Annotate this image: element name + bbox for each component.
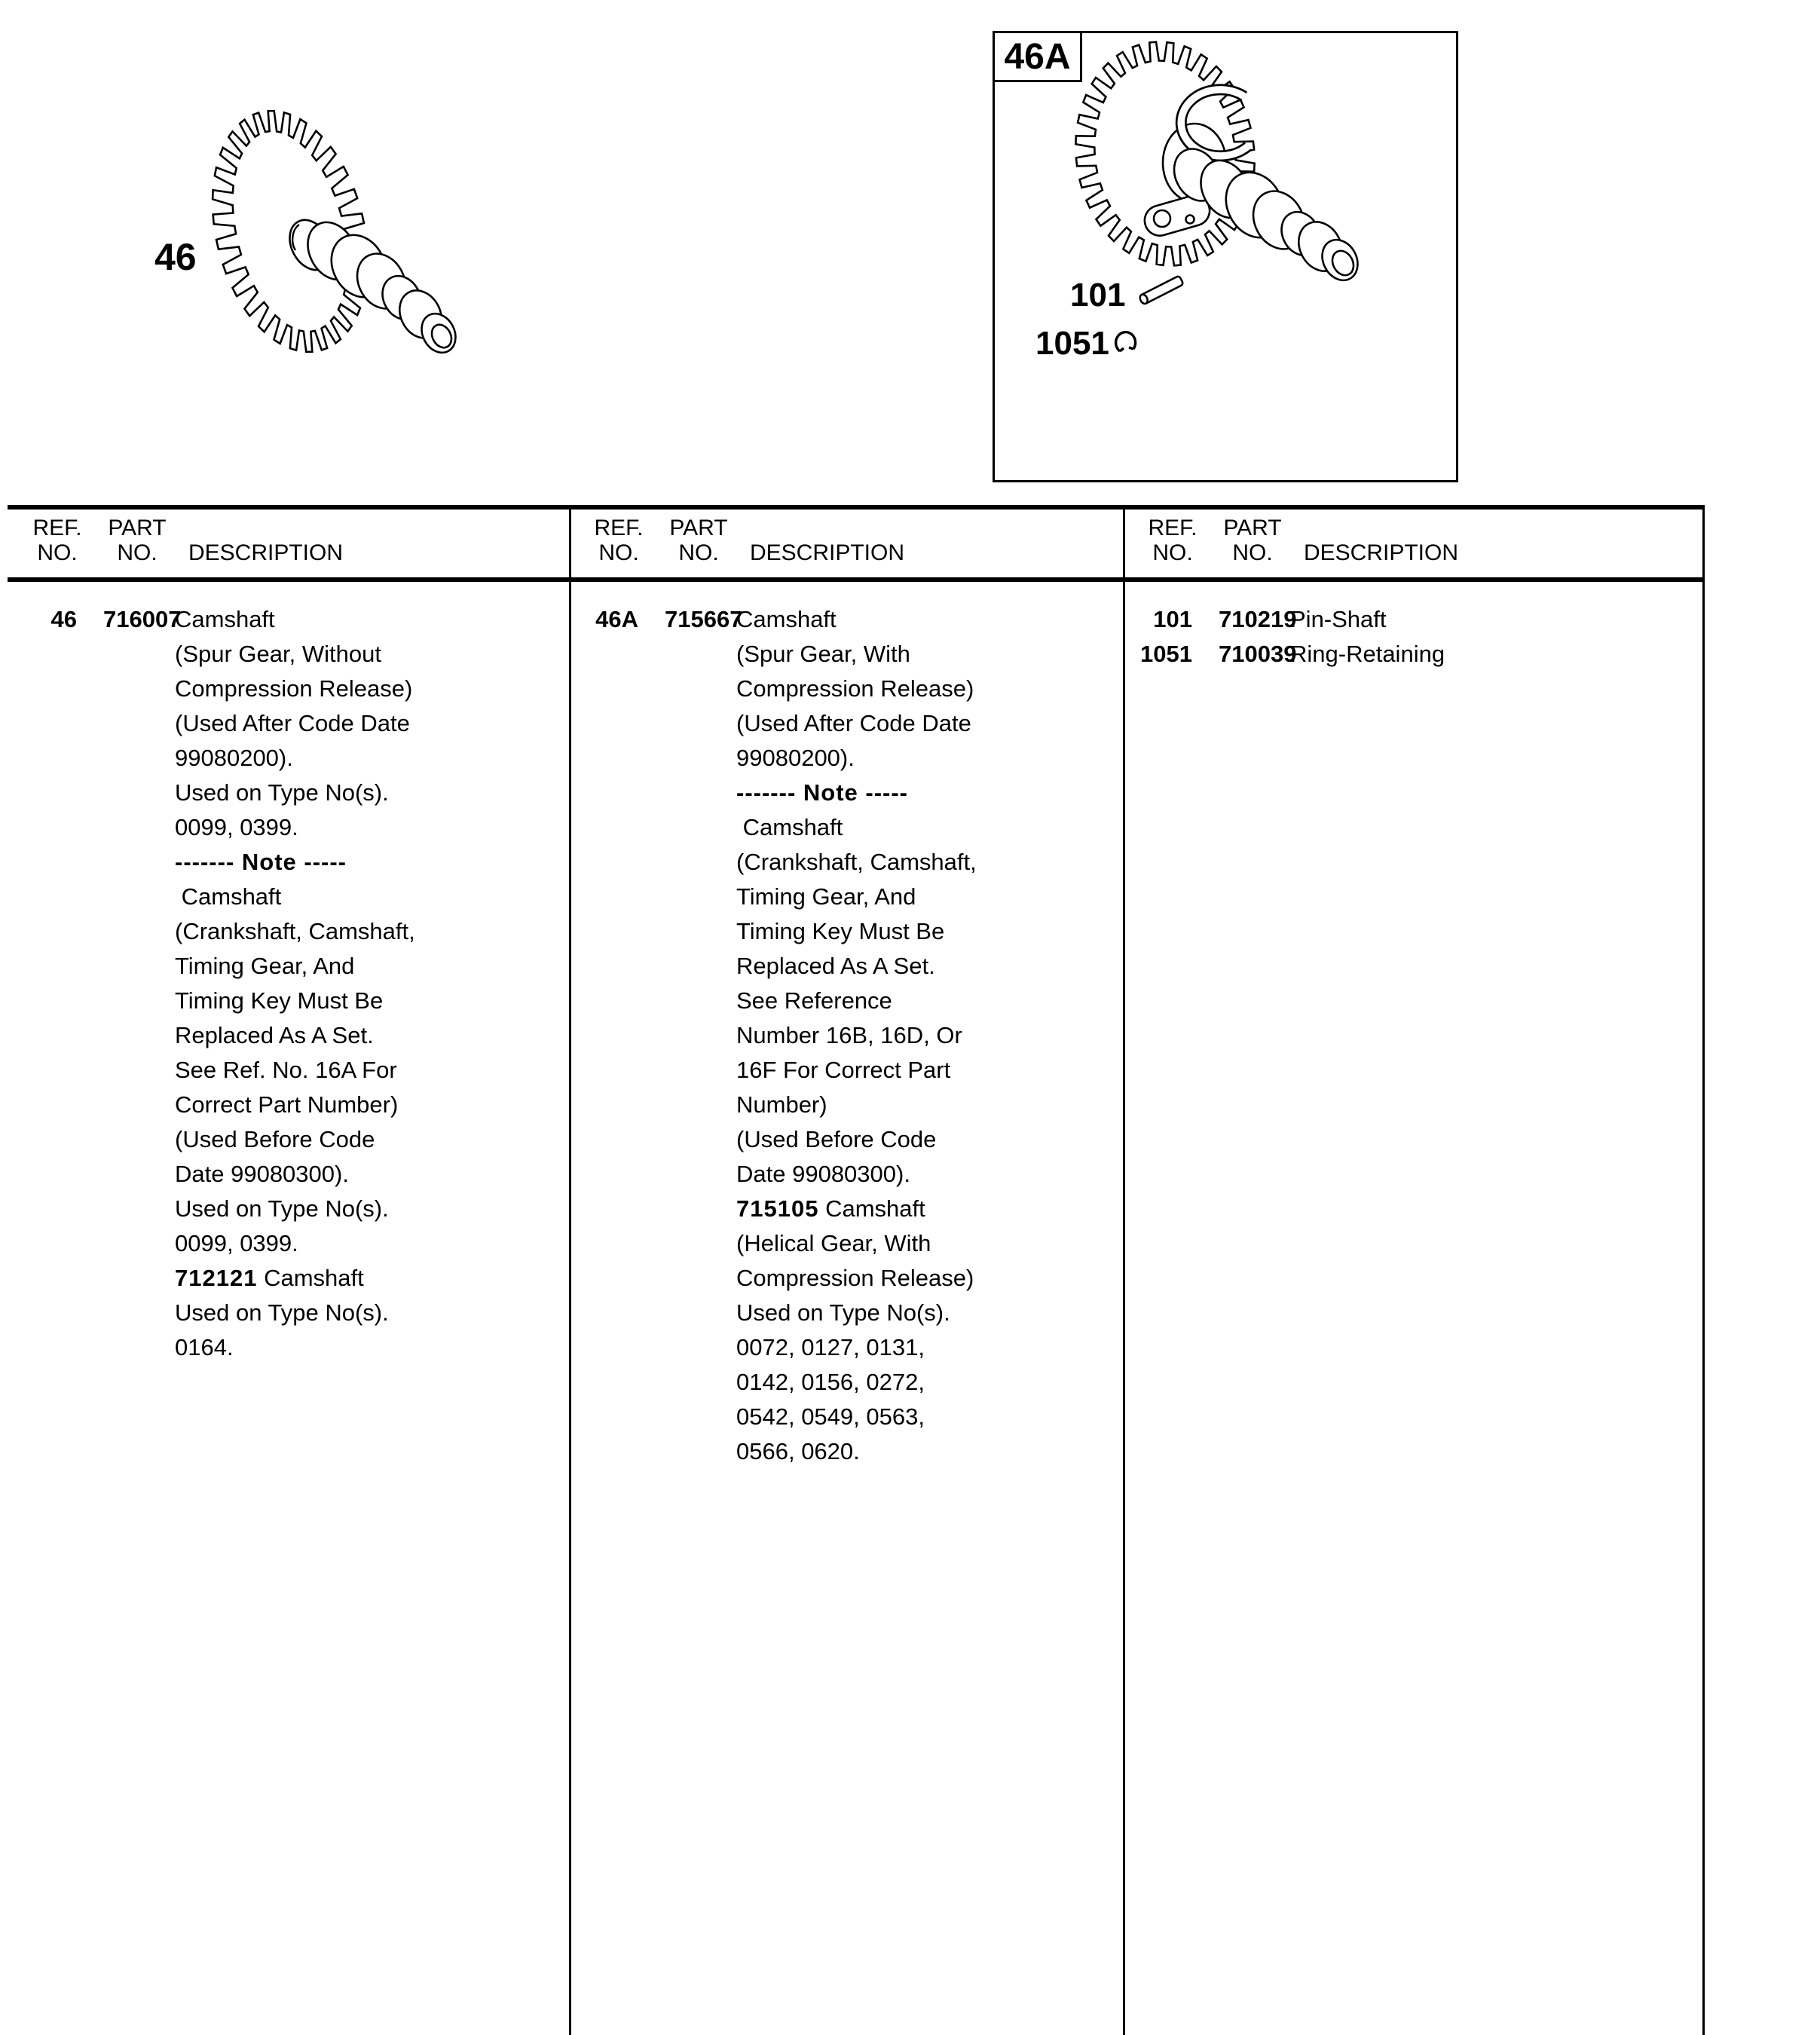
camshaft-46a-illustration	[995, 33, 1461, 485]
part-no-cell: 715667	[665, 606, 743, 632]
ref-no-cell: 1051	[1140, 641, 1192, 667]
table-divider-2	[1123, 505, 1125, 2035]
description-cell: Ring-Retaining	[1290, 641, 1445, 667]
arm-hole	[1154, 210, 1170, 227]
ref-no-cell: 46	[50, 606, 77, 632]
table-header-top-rule	[8, 505, 1705, 510]
retaining-ring-icon	[1116, 332, 1136, 351]
arm-hole-small	[1186, 216, 1194, 224]
figure-46a-box	[993, 31, 1458, 482]
column-1-rows	[8, 602, 561, 1365]
table-right-border	[1702, 505, 1705, 2035]
figure-46a-label: 46A	[993, 31, 1082, 82]
ring-callout-label: 1051	[1035, 325, 1109, 362]
header-part-no: PART NO.	[669, 516, 728, 565]
table-row	[1123, 602, 1696, 637]
table-row	[8, 602, 561, 1365]
description-cell: Pin-Shaft	[1290, 606, 1387, 632]
header-description: DESCRIPTION	[1304, 540, 1459, 565]
table-header-bottom-rule	[8, 577, 1705, 582]
part-no-cell: 710039	[1219, 641, 1297, 667]
column-3-rows	[1123, 602, 1696, 672]
pin-icon	[1139, 276, 1184, 305]
header-part-no: PART NO.	[108, 516, 167, 565]
header-ref-no: REF. NO.	[1148, 516, 1198, 565]
header-description: DESCRIPTION	[750, 540, 905, 565]
part-no-cell: 716007	[103, 606, 182, 632]
ref-no-cell: 46A	[595, 606, 638, 632]
table-row	[1123, 637, 1696, 672]
ref-no-cell: 101	[1153, 606, 1192, 632]
part-no-cell: 710219	[1219, 606, 1297, 632]
description-cell: Camshaft (Spur Gear, With Compression Release) (Used After Code Date 99080200). ------- Note ----- Camshaft (Crankshaft, Camshaft, Timing Gear, And Timing Key Must Be Replaced As A Set. See Reference Number 16B, 16D, Or 16F For Correct Part Number) (Used Before Code Date 99080300). 715105 Camshaft (Helical Gear, With Compression Release) Used on Type No(s). 0072, 0127, 0131, 0142, 0156, 0272, 0542, 0549, 0563, 0566, 0620.	[736, 606, 977, 1464]
description-cell: Camshaft (Spur Gear, Without Compression Release) (Used After Code Date 99080200). Used on Type No(s). 0099, 0399. ------- Note ----- Camshaft (Crankshaft, Camshaft, Timing Gear, And Timing Key Must Be Replaced As A Set. See Ref. No. 16A For Correct Part Number) (Used Before Code Date 99080300). Used on Type No(s). 0099, 0399. 712121 Camshaft Used on Type No(s). 0164.	[175, 606, 415, 1360]
camshaft-46-illustration	[200, 72, 524, 396]
figure-46-label: 46	[154, 236, 197, 278]
column-2-rows	[569, 602, 1115, 1469]
header-ref-no: REF. NO.	[594, 516, 644, 565]
header-ref-no: REF. NO.	[32, 516, 82, 565]
header-description: DESCRIPTION	[188, 540, 344, 565]
header-part-no: PART NO.	[1223, 516, 1282, 565]
table-row	[569, 602, 1115, 1469]
pin-callout-label: 101	[1070, 277, 1126, 314]
